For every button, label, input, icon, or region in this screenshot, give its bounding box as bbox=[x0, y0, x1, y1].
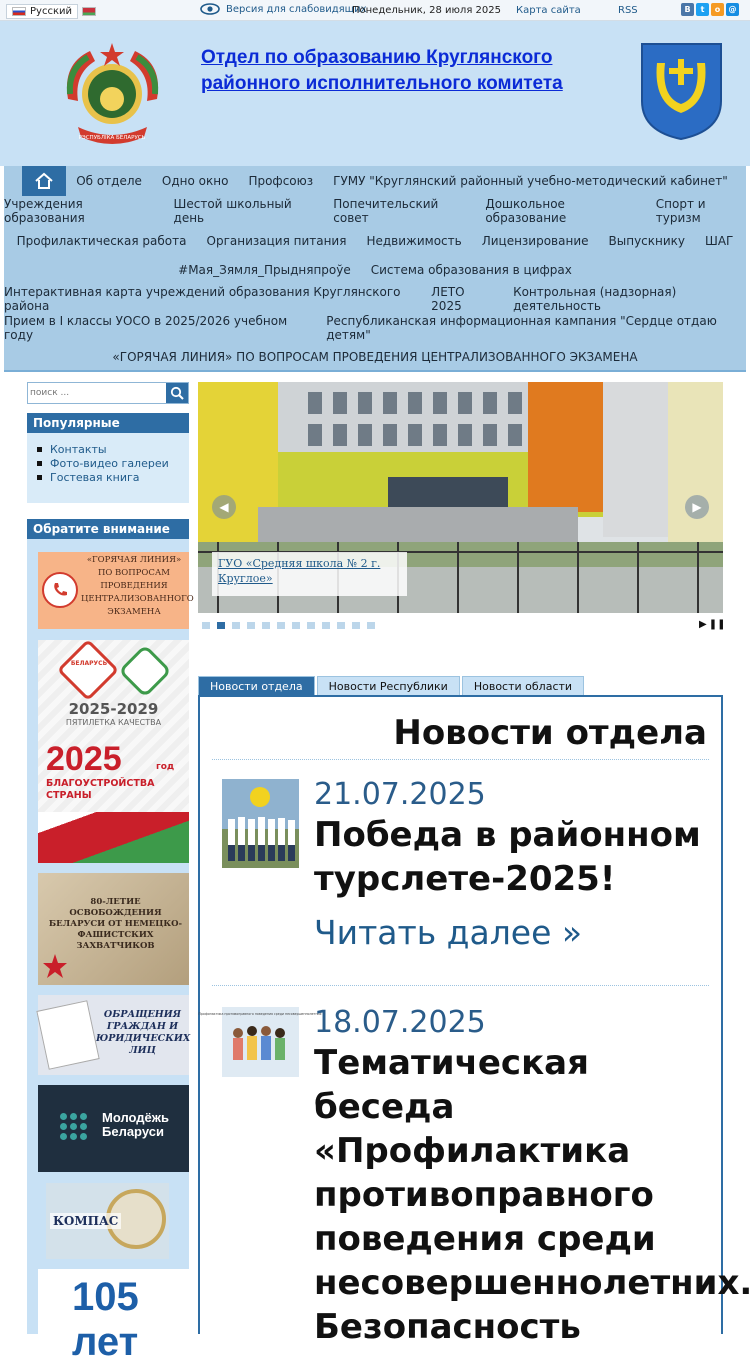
nav-item-licensing[interactable]: Лицензирование bbox=[481, 233, 589, 248]
slider-dot[interactable] bbox=[202, 622, 210, 629]
slider-dot[interactable] bbox=[352, 622, 360, 629]
belarus-flag-icon[interactable] bbox=[82, 7, 96, 16]
nav-item-heart-campaign[interactable]: Республиканская информационная кампания "Сердце отдаю детям" bbox=[326, 313, 717, 342]
appeals-banner[interactable] bbox=[38, 995, 189, 1075]
divider bbox=[212, 985, 709, 986]
year-2025: 2025 bbox=[46, 740, 122, 778]
nav-item-first-grade-admission[interactable]: Прием в I классы УОСО в 2025/2026 учебном году bbox=[4, 313, 288, 342]
popular-item-contacts[interactable] bbox=[37, 443, 189, 456]
tab-department-news[interactable]: Новости отдела bbox=[198, 676, 315, 695]
slider-play-pause[interactable] bbox=[699, 619, 725, 630]
nav-item-one-window[interactable]: Одно окно bbox=[161, 174, 229, 188]
quality-badge-text: БЕЛАРУСЬ bbox=[70, 660, 108, 667]
nav-item-sixth-school-day[interactable]: Шестой школьный день bbox=[173, 197, 292, 225]
site-title[interactable]: Отдел по образованию Круглянского районного исполнительного комитета bbox=[201, 47, 563, 94]
news-headline-1[interactable]: Победа в районном турслете-2025! bbox=[314, 815, 701, 899]
search-icon bbox=[170, 386, 184, 400]
nav-item-my-land[interactable]: #Мая_Зямля_Прыдняпроўе bbox=[178, 262, 351, 277]
year-word: год bbox=[156, 762, 175, 772]
nav-row-1 bbox=[4, 166, 746, 196]
belarus-emblem-icon bbox=[60, 39, 165, 149]
news-headline-2[interactable]: Тематическая беседа «Профилактика противоправного поведения среди несовершеннолетних. Безопасность bbox=[314, 1043, 752, 1347]
nav-item-interactive-map[interactable]: Интерактивная карта учреждений образования Круглянского района bbox=[4, 284, 401, 313]
slider-dot[interactable] bbox=[292, 622, 300, 629]
eye-icon bbox=[200, 3, 220, 15]
youth-logo-icon bbox=[60, 1113, 87, 1140]
home-icon bbox=[34, 172, 54, 190]
language-label: Русский bbox=[30, 6, 72, 17]
image-slider[interactable] bbox=[198, 382, 723, 613]
slider-prev-button[interactable]: ◀ bbox=[212, 495, 236, 519]
nav-item-control-activity[interactable]: Контрольная (надзорная) деятельность bbox=[513, 284, 677, 313]
news-title: Новости отдела bbox=[393, 713, 707, 753]
top-bar bbox=[0, 0, 750, 21]
nav-item-methodical-office[interactable]: ГУМУ "Круглянский районный учебно-методический кабинет" bbox=[333, 174, 728, 188]
liberation-text: 80-ЛЕТИЕ ОСВОБОЖДЕНИЯ БЕЛАРУСИ ОТ НЕМЕЦКО-ФАШИСТСКИХ ЗАХВАТЧИКОВ bbox=[48, 897, 183, 951]
slider-dot[interactable] bbox=[262, 622, 270, 629]
phone-icon bbox=[42, 572, 78, 608]
kompas-banner[interactable] bbox=[46, 1183, 169, 1259]
twitter-icon[interactable]: t bbox=[696, 3, 709, 16]
search-input[interactable] bbox=[30, 385, 165, 401]
play-icon: ▶ bbox=[699, 619, 707, 630]
read-more-link-1[interactable]: Читать далее » bbox=[314, 913, 583, 952]
slider-dot[interactable] bbox=[322, 622, 330, 629]
nav-item-preschool[interactable]: Дошкольное образование bbox=[485, 197, 567, 225]
vision-version-link[interactable] bbox=[200, 3, 367, 15]
news-thumbnail-2[interactable] bbox=[198, 1007, 322, 1077]
nav-item-trade-union[interactable]: Профсоюз bbox=[248, 174, 314, 188]
hotline-banner-text: «ГОРЯЧАЯ ЛИНИЯ» ПО ВОПРОСАМ ПРОВЕДЕНИЯ ЦЕНТРАЛИЗОВАННОГО ЭКЗАМЕНА bbox=[81, 555, 194, 617]
slider-dot[interactable] bbox=[277, 622, 285, 629]
nav-item-sport-tourism[interactable]: Спорт и туризм bbox=[655, 197, 706, 225]
nav-row-3 bbox=[4, 226, 746, 255]
popular-item-galleries[interactable] bbox=[37, 457, 189, 470]
youth-text: Молодёжь Беларуси bbox=[102, 1110, 169, 1139]
krugloye-coat-of-arms-icon bbox=[639, 41, 724, 141]
thumb-caption: Профилактика противоправного поведения среди несовершеннолетних bbox=[198, 1012, 322, 1016]
slider-dot[interactable] bbox=[217, 622, 225, 629]
anniversary-text: 105 лет bbox=[72, 1275, 139, 1364]
nav-row-5 bbox=[4, 284, 746, 313]
slider-dot[interactable] bbox=[367, 622, 375, 629]
emblem-text: РЭСПУБЛІКА БЕЛАРУСЬ bbox=[78, 135, 146, 141]
news-panel bbox=[198, 695, 752, 1347]
popular-item-label: Фото-видео галереи bbox=[50, 457, 169, 470]
popular-sections-title: Популярные bbox=[27, 413, 189, 433]
popular-item-label: Гостевая книга bbox=[50, 471, 140, 484]
quality-year-banner[interactable] bbox=[38, 640, 189, 863]
improvement-text: БЛАГОУСТРОЙСТВА СТРАНЫ bbox=[46, 778, 155, 801]
nav-row-6 bbox=[4, 313, 746, 342]
nav-row-7 bbox=[4, 342, 746, 371]
popular-sections-list bbox=[27, 433, 189, 503]
slider-dot[interactable] bbox=[307, 622, 315, 629]
language-current[interactable] bbox=[6, 4, 78, 19]
news-tabs bbox=[198, 676, 584, 695]
kompas-text: КОМПАС bbox=[50, 1213, 121, 1229]
nav-item-summer-2025[interactable]: ЛЕТО 2025 bbox=[431, 284, 465, 313]
vision-version-label: Версия для слабовидящих bbox=[226, 3, 367, 15]
slider-dot[interactable] bbox=[247, 622, 255, 629]
nav-item-education-figures[interactable]: Система образования в цифрах bbox=[370, 262, 572, 277]
search-box bbox=[27, 382, 189, 404]
sitemap-link[interactable]: Карта сайта bbox=[516, 5, 581, 16]
news-date-1: 21.07.2025 bbox=[314, 777, 486, 812]
tab-region-news[interactable]: Новости области bbox=[462, 676, 584, 695]
popular-item-label: Контакты bbox=[50, 443, 107, 456]
russia-flag-icon bbox=[12, 7, 26, 16]
slider-next-button[interactable]: ▶ bbox=[685, 495, 709, 519]
pause-icon: ❚❚ bbox=[708, 619, 726, 630]
tab-republic-news[interactable]: Новости Республики bbox=[317, 676, 460, 695]
mailru-icon[interactable]: @ bbox=[726, 3, 739, 16]
site-header bbox=[0, 21, 750, 166]
ornament-stripe bbox=[38, 812, 189, 863]
rss-link[interactable]: RSS bbox=[618, 5, 638, 16]
quality-years: 2025-2029 bbox=[68, 700, 159, 718]
nav-item-hotline[interactable]: «ГОРЯЧАЯ ЛИНИЯ» ПО ВОПРОСАМ ПРОВЕДЕНИЯ ЦЕНТРАЛИЗОВАННОГО ЭКЗАМЕНА bbox=[112, 349, 638, 364]
quality-text: ПЯТИЛЕТКА КАЧЕСТВА bbox=[65, 718, 162, 727]
main-navigation bbox=[4, 166, 746, 372]
home-button[interactable] bbox=[22, 166, 66, 196]
nav-item-nutrition[interactable]: Организация питания bbox=[206, 233, 347, 248]
nav-item-institutions[interactable]: Учреждения образования bbox=[4, 197, 85, 225]
nav-row-4 bbox=[4, 255, 746, 284]
hotline-banner[interactable] bbox=[38, 552, 194, 629]
nav-row-2 bbox=[4, 196, 746, 226]
nav-item-prevention[interactable]: Профилактическая работа bbox=[16, 233, 187, 248]
slider-dot[interactable] bbox=[337, 622, 345, 629]
divider bbox=[212, 759, 709, 760]
star-icon bbox=[42, 953, 68, 979]
popular-item-guestbook[interactable] bbox=[37, 471, 189, 484]
news-date-2: 18.07.2025 bbox=[314, 1005, 486, 1040]
odnoklassniki-icon[interactable]: o bbox=[711, 3, 724, 16]
search-button[interactable] bbox=[166, 383, 188, 403]
vk-icon[interactable]: B bbox=[681, 3, 694, 16]
nav-item-graduate[interactable]: Выпускнику bbox=[608, 233, 686, 248]
document-icon bbox=[36, 1000, 99, 1070]
youth-banner[interactable] bbox=[38, 1085, 189, 1172]
nav-item-real-estate[interactable]: Недвижимость bbox=[366, 233, 462, 248]
liberation-80-banner[interactable] bbox=[38, 873, 189, 985]
slider-dots bbox=[202, 622, 375, 629]
social-links bbox=[681, 3, 739, 16]
attention-title: Обратите внимание bbox=[27, 519, 189, 539]
slider-dot[interactable] bbox=[232, 622, 240, 629]
nav-item-shag[interactable]: ШАГ bbox=[705, 233, 734, 248]
nav-item-trustee-council[interactable]: Попечительский совет bbox=[333, 197, 439, 225]
slide-caption[interactable]: ГУО «Средняя школа № 2 г. Круглое» bbox=[212, 552, 407, 596]
nav-item-about[interactable]: Об отделе bbox=[76, 174, 142, 188]
news-thumbnail-1[interactable] bbox=[222, 779, 299, 868]
current-date: Понедельник, 28 июля 2025 bbox=[352, 5, 501, 16]
language-switcher bbox=[6, 4, 96, 19]
anniversary-105-banner[interactable] bbox=[38, 1269, 189, 1364]
appeals-text: ОБРАЩЕНИЯ ГРАЖДАН И ЮРИДИЧЕСКИХ ЛИЦ bbox=[96, 1009, 191, 1056]
